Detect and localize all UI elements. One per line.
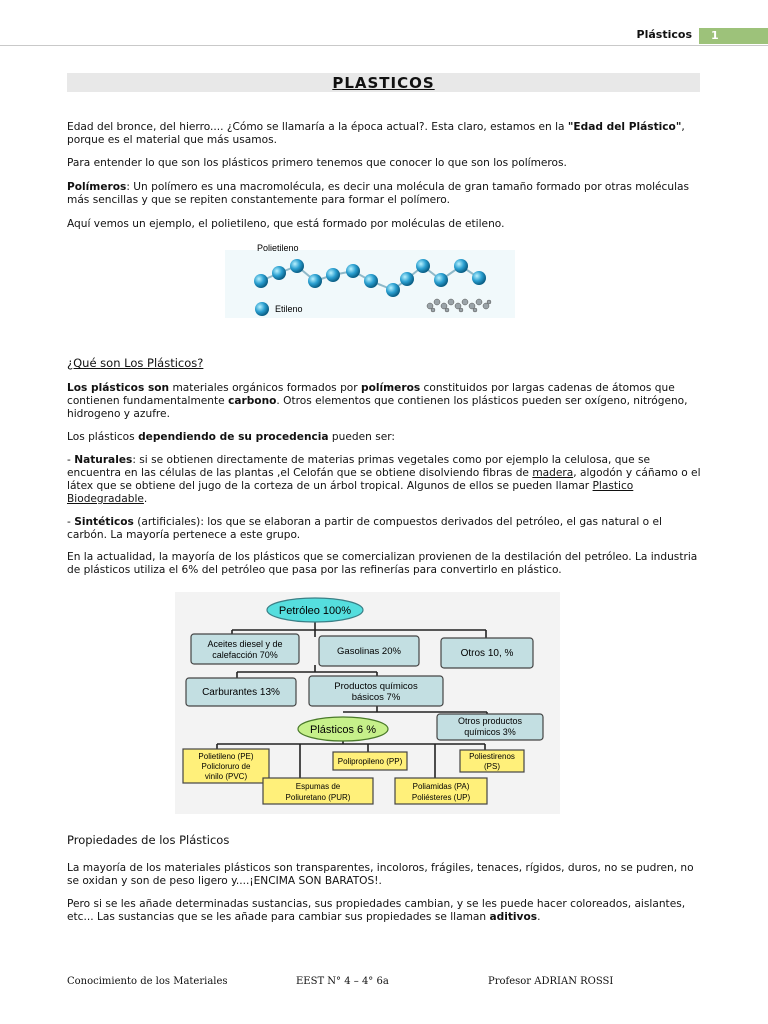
text: constituidos por largas cadenas de átomos que contienen fundamentalmente	[67, 382, 675, 407]
intro-paragraph-3	[67, 181, 703, 207]
footer-right: Profesor ADRIAN ROSSI	[488, 976, 614, 987]
section1-paragraph-sinteticos	[67, 516, 703, 542]
header-title: Plásticos	[636, 28, 692, 41]
bold-naturales: Naturales	[74, 454, 133, 466]
section-heading-propiedades: Propiedades de los Plásticos	[67, 833, 230, 847]
bold-sinteticos: Sintéticos	[74, 516, 134, 528]
section1-paragraph-naturales	[67, 454, 703, 506]
text: : si se obtienen directamente de materias primas vegetales como por ejemplo la celulosa, que se encuentra en las células de las plantas ,el Celofán que se obtiene disolviendo fibras de	[67, 454, 651, 479]
text: , algodón y cáñamo o el látex que se obtiene del jugo de la corteza de un árbol tropical. Algunos de ellos se pueden llamar	[67, 467, 701, 492]
text: -	[67, 516, 75, 528]
section2-paragraph-1: La mayoría de los materiales plásticos son transparentes, incoloros, frágiles, tenaces, rígidos, duros, no se pudren, no se oxidan y son de peso ligero y....¡ENCIMA SON BARATOS!.	[67, 862, 694, 887]
polietileno-label: Polietileno	[257, 243, 299, 253]
bold-plasticos-son: Los plásticos son	[67, 382, 170, 394]
section-heading-que-son: ¿Qué son Los Plásticos?	[67, 356, 204, 370]
text: .	[537, 911, 541, 923]
text: materiales orgánicos formados por	[169, 382, 361, 394]
aceites-label: calefacción 70%	[212, 650, 278, 660]
text: pueden ser:	[328, 431, 395, 443]
polyethylene-molecule-figure	[225, 238, 515, 320]
otros-label: Otros 10, %	[460, 648, 514, 659]
madera-link[interactable]: madera	[532, 467, 574, 479]
bold-carbono: carbono	[228, 395, 277, 407]
page-number: 1	[699, 28, 768, 44]
intro-paragraph-1	[67, 121, 703, 147]
petroleum-flow-diagram	[175, 592, 560, 814]
productos-label: Productos químicos	[334, 681, 418, 692]
bold-aditivos: aditivos	[489, 911, 538, 923]
intro-paragraph-2: Para entender lo que son los plásticos primero tenemos que conocer lo que son los polímeros.	[67, 157, 567, 169]
footer-center: EEST N° 4 – 4° 6a	[296, 976, 389, 987]
polimeros-term: Polímeros	[67, 181, 127, 193]
otros-productos-label: químicos 3%	[464, 727, 516, 737]
section1-paragraph-2	[67, 431, 703, 444]
ps-label: (PS)	[484, 762, 500, 771]
pe-pvc-label: vinilo (PVC)	[204, 772, 248, 781]
pe-pvc-label: Polietileno (PE)	[198, 752, 254, 761]
productos-label: básicos 7%	[351, 692, 401, 703]
petroleo-label: Petróleo 100%	[278, 605, 352, 617]
ethylene-monomer-ball	[255, 302, 269, 316]
text: Pero si se les añade determinadas sustancias, sus propiedades cambian, y se les puede hacer coloreados, aislantes, etc... Las sustancias que se les añade para cambiar sus propiedades se llaman	[67, 898, 686, 923]
pur-label: Espumas de	[295, 782, 341, 791]
plastico-biodegradable-link[interactable]: Plastico Biodegradable	[67, 480, 634, 505]
polimeros-definition: : Un polímero es una macromolécula, es decir una molécula de gran tamaño formado por otras moléculas más sencillas y que se repiten constantemente para formar el polímero.	[67, 181, 690, 206]
page-title: PLASTICOS	[332, 74, 435, 92]
intro-paragraph-4: Aquí vemos un ejemplo, el polietileno, que está formado por moléculas de etileno.	[67, 218, 505, 230]
intro-bold: "Edad del Plástico"	[567, 121, 682, 133]
pa-up-label: Poliésteres (UP)	[411, 793, 471, 802]
otros-productos-label: Otros productos	[457, 716, 523, 726]
pe-pvc-label: Policloruro de	[201, 762, 251, 771]
header-divider	[0, 45, 768, 46]
intro-text: Edad del bronce, del hierro.... ¿Cómo se llamaría a la época actual?. Esta claro, estamos en la	[67, 121, 568, 133]
carburantes-label: Carburantes 13%	[202, 687, 280, 698]
title-bar	[67, 73, 700, 92]
section1-paragraph-1	[67, 382, 703, 421]
aceites-label: Aceites diesel y de	[207, 639, 283, 649]
text: Los plásticos	[67, 431, 139, 443]
footer-left: Conocimiento de los Materiales	[67, 976, 228, 987]
etileno-label: Etileno	[275, 304, 303, 314]
section1-paragraph-actualidad: En la actualidad, la mayoría de los plásticos que se comercializan provienen de la destilación del petróleo. La industria de plásticos utiliza el 6% del petróleo que pasa por las refinerías para convertirlo en plástico.	[67, 551, 698, 576]
text: (artificiales): los que se elaboran a partir de compuestos derivados del petróleo, el gas natural o el carbón. La mayoría pertenece a este grupo.	[67, 516, 662, 541]
gasolinas-label: Gasolinas 20%	[337, 646, 401, 657]
text: -	[67, 454, 75, 466]
pp-label: Polipropileno (PP)	[337, 757, 403, 766]
bold-polimeros: polímeros	[361, 382, 421, 394]
pur-label: Poliuretano (PUR)	[285, 793, 351, 802]
ps-label: Poliestirenos	[469, 752, 515, 761]
text: .	[143, 493, 148, 505]
bold-procedencia: dependiendo de su procedencia	[138, 431, 329, 443]
section2-paragraph-2	[67, 898, 703, 924]
plasticos-label: Plásticos 6 %	[309, 724, 377, 736]
pa-up-label: Poliamidas (PA)	[412, 782, 470, 791]
intro-text-end: , porque es el material que más usamos.	[67, 121, 685, 146]
text: . Otros elementos que contienen los plásticos pueden ser oxígeno, nitrógeno, hidrogeno y azufre.	[67, 395, 688, 420]
